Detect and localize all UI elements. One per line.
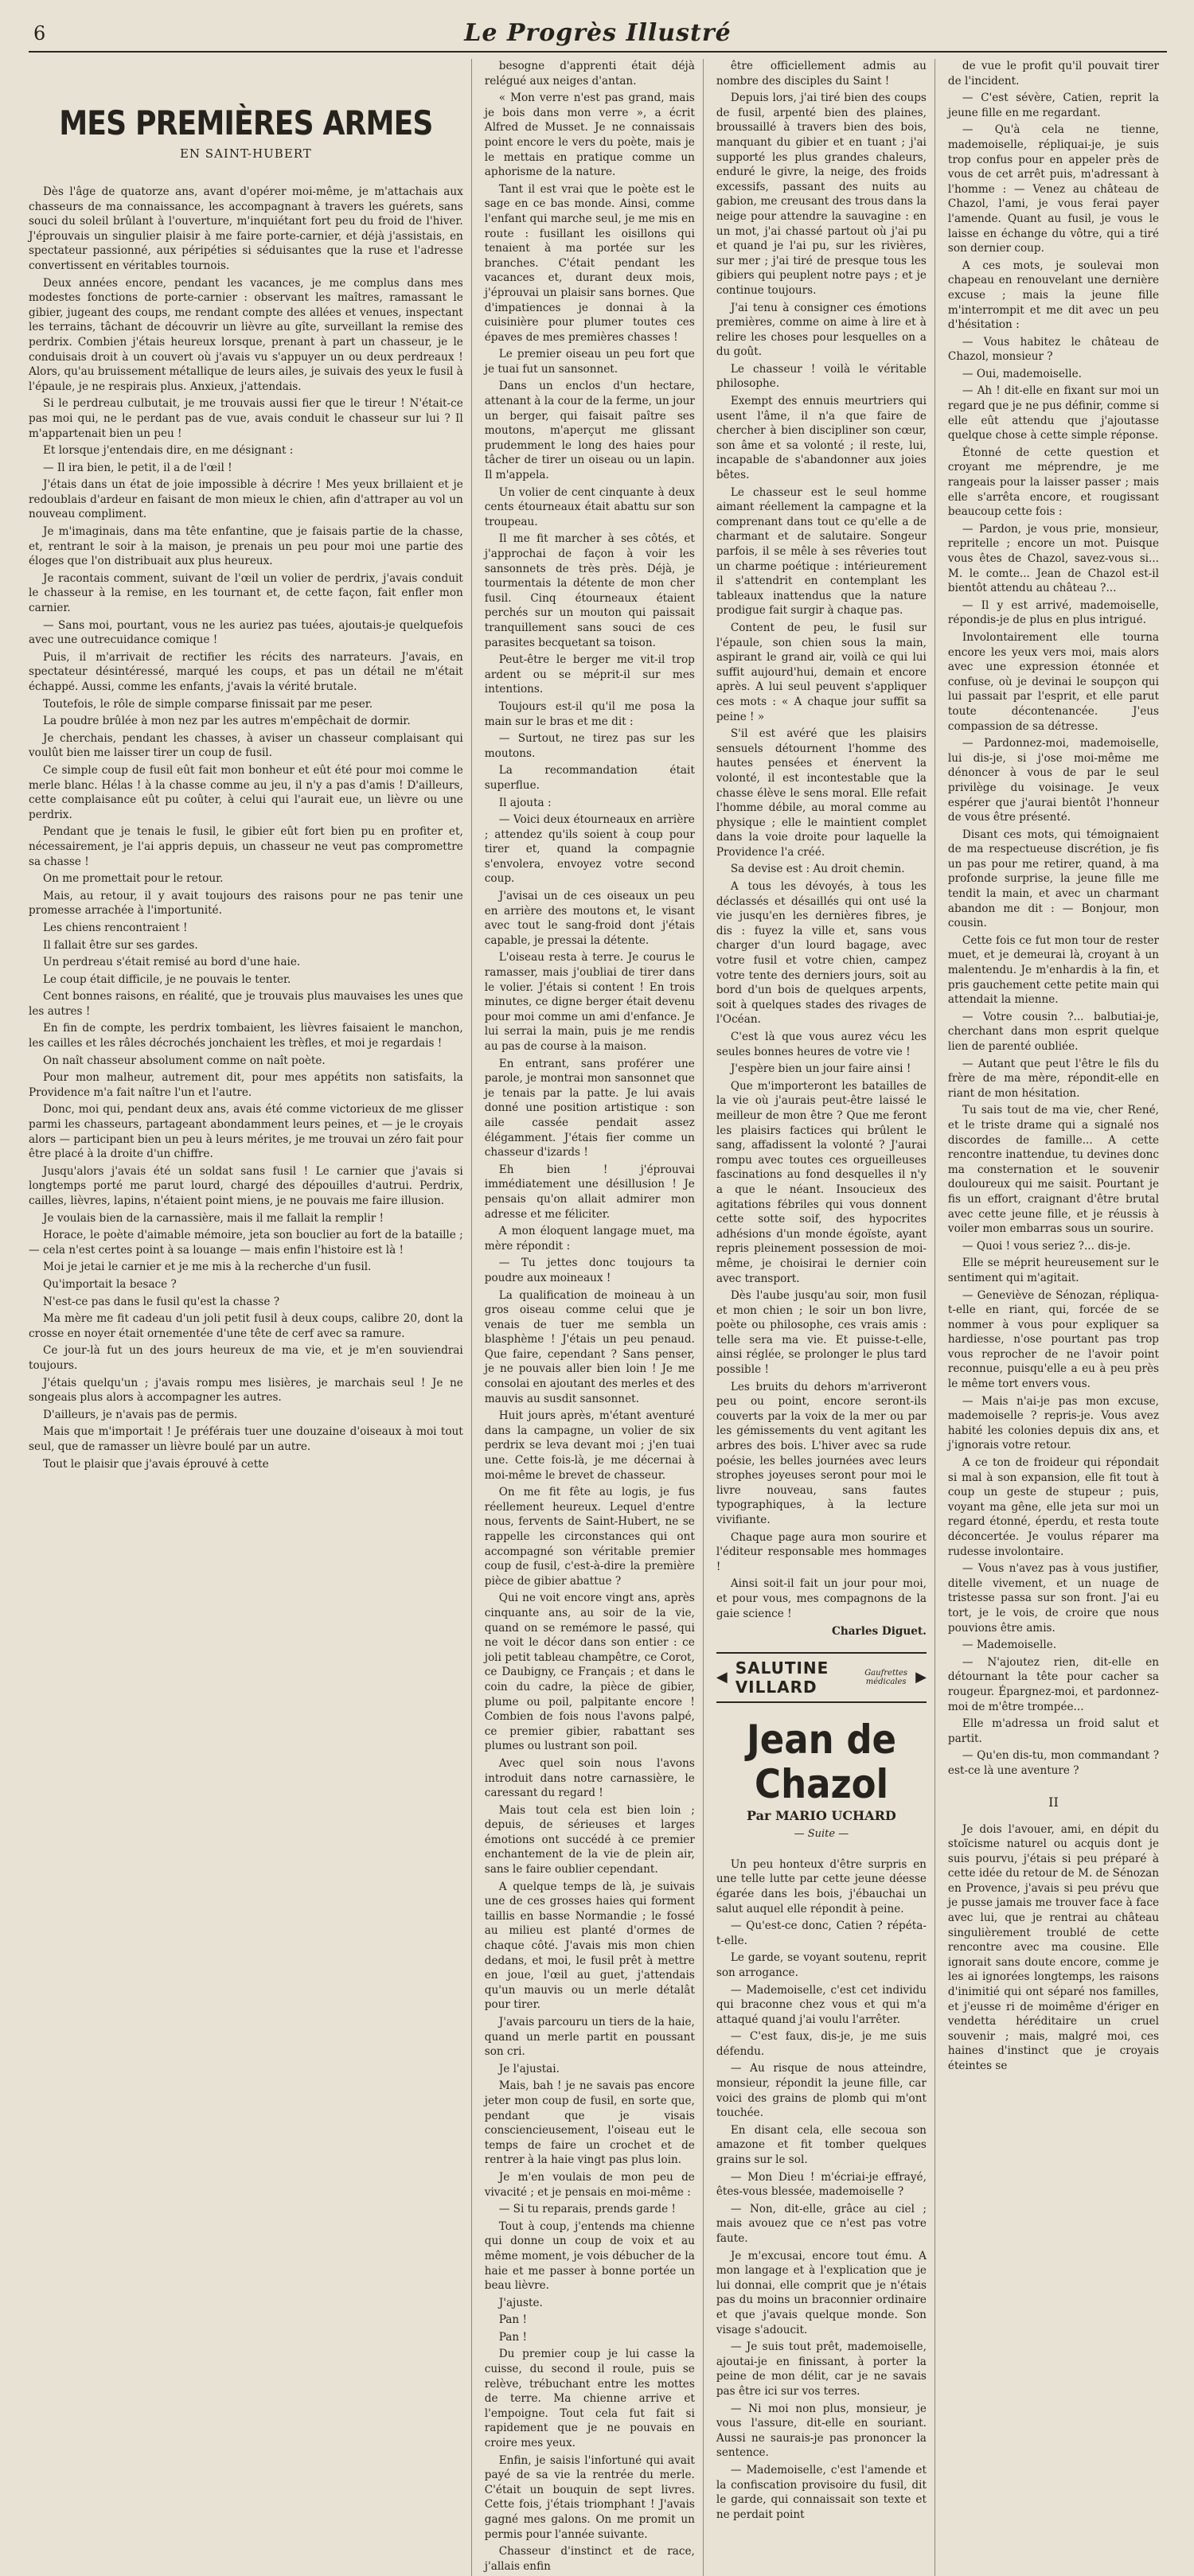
feuilleton-body-part-2: [948, 59, 1159, 1779]
chapter-numeral: II: [1048, 1794, 1059, 1810]
advertisement-name: SALUTINE VILLARD: [735, 1658, 829, 1697]
paragraph: — N'ajoutez rien, dit-elle en détournant la tête pour cacher sa rougeur. Épargnez-moi, et pardonnez-moi de m'être trompée...: [947, 1655, 1159, 1713]
paragraph: Si le perdreau culbutait, je me trouvais aussi fier que le tireur ! N'était-ce pas moi qui, ne le perdant pas de vue, avais conduit le chasseur sur lui ? Il m'appartenait bien un peu !: [29, 397, 463, 440]
paragraph: J'avisai un de ces oiseaux un peu en arrière des moutons et, le visant avec tout le sang-froid dont j'étais capable, je pressai la détente.: [484, 890, 695, 947]
paragraph: — Mon Dieu ! m'écriai-je effrayé, êtes-vous blessée, mademoiselle ?: [716, 2170, 927, 2199]
paragraph: Les chiens rencontraient !: [43, 921, 188, 934]
paragraph: Pour mon malheur, autrement dit, pour mes appétits non satisfaits, la Providence m'a fait naître l'un et l'autre.: [29, 1071, 463, 1099]
paragraph: Ma mère me fit cadeau d'un joli petit fusil à deux coups, calibre 20, dont la crosse en noyer était ornementée d'une tête de cerf avec sa ramure.: [29, 1312, 463, 1340]
columns: [29, 59, 1167, 2573]
paragraph: Tout le plaisir que j'avais éprouvé à cette: [43, 1457, 269, 1471]
paragraph: — Sans moi, pourtant, vous ne les auriez pas tuées, ajoutais-je quelquefois avec une outrecuidance comique !: [29, 618, 463, 647]
paragraph: Je cherchais, pendant les chasses, à aviser un chasseur complaisant qui voulût bien me laisser tirer un coup de fusil.: [29, 731, 463, 760]
paragraph: Je m'en voulais de mon peu de vivacité ; et je pensais en moi-même :: [484, 2170, 695, 2199]
paragraph: Je dois l'avouer, ami, en dépit du stoïcisme naturel ou acquis dont je suis pourvu, j'étais si peu préparé à cette idée du retour de M. de Sénozan en Provence, j'avais si peu prévu que je pusse jamais me trouver face à face avec lui, que je rentrai au château singulièrement troublé de cette rencontre avec ma cousine. Elle ignorait sans doute encore, comme je les ai ignorées longtemps, les raisons d'inimitié qui ont séparé nos familles, et j'eusse ri de moimême d'ériger en vendetta héréditaire un cruel souvenir ; mais, malgré moi, ces haines d'instinct que je croyais éteintes se: [947, 1822, 1159, 2072]
paragraph: Mais que m'importait ! Je préférais tuer une douzaine d'oiseaux à moi tout seul, que de ramasser un lièvre boulé par un autre.: [29, 1425, 463, 1453]
paragraph: A ces mots, je soulevai mon chapeau en renouvelant une dernière excuse ; mais la jeune fille m'interrompit et me dit avec un peu d'hésitation :: [947, 259, 1159, 332]
advertisement-banner: [716, 1652, 927, 1703]
paragraph: D'ailleurs, je n'avais pas de permis.: [43, 1408, 238, 1421]
paragraph: Cette fois ce fut mon tour de rester muet, et je demeurai là, croyant à un malentendu. Je m'enhardis à la fin, et pris gauchement cette petite main qui attendait la mienne.: [947, 933, 1159, 1007]
paragraph: Le coup était difficile, je ne pouvais le tenter.: [43, 972, 291, 986]
paragraph: Étonné de cette question et croyant me méprendre, je me rangeais pour la laisser passer ; mais elle s'arrêta encore, et rougissant beaucoup cette fois :: [947, 446, 1159, 519]
paragraph: En entrant, sans proférer une parole, je montrai mon sansonnet que je tenais par la patte. Je lui avais donné une position artistique : son aile cassée pendait assez élégamment. J'étais fier comme un chasseur d'izards !: [484, 1057, 695, 1159]
paragraph: — C'est sévère, Catien, reprit la jeune fille en me regardant.: [947, 92, 1159, 119]
paragraph: Dans un enclos d'un hectare, attenant à la cour de la ferme, un jour un berger, qui faisait paître ses moutons, m'aperçut me glissant prudemment le long des haies pour tâcher de tirer un oiseau ou un lapin. Il m'appela.: [484, 380, 695, 482]
paragraph: Peut-être le berger me vit-il trop ardent ou se méprit-il sur mes intentions.: [484, 653, 695, 696]
paragraph: Mais, bah ! je ne savais pas encore jeter mon coup de fusil, en sorte que, pendant que je visais consciencieusement, l'oiseau eut le temps de faire un crochet et de rentrer à la haie vingt pas plus loin.: [484, 2079, 695, 2167]
column-3: [716, 59, 935, 2576]
feuilleton-author: Par MARIO UCHARD: [746, 1807, 896, 1823]
paragraph: Qu'importait la besace ?: [43, 1277, 177, 1291]
paragraph: Puis, il m'arrivait de rectifier les récits des narrateurs. J'avais, en spectateur désintéressé, marqué les coups, et pas un détail ne m'était échappé. Aussi, comme les enfants, j'avais la vérité brutale.: [29, 650, 463, 693]
paragraph: — Voici deux étourneaux en arrière ; attendez qu'ils soient à coup pour tirer et, quand la compagnie s'envolera, envoyez votre second coup.: [484, 813, 695, 886]
paragraph: La poudre brûlée à mon nez par les autres m'empêchait de dormir.: [43, 715, 411, 728]
paragraph: — Mademoiselle, c'est l'amende et la confiscation provisoire du fusil, dit le garde, qui connaissait son texte et ne perdait point: [716, 2463, 927, 2521]
column-1: [29, 59, 472, 2576]
paragraph: Je m'imaginais, dans ma tête enfantine, que je faisais partie de la chasse, et, rentrant le soir à la maison, je prenais un peu pour moi une partie des éloges que l'on distribuait aux plus heureux.: [29, 525, 463, 568]
paragraph: besogne d'apprenti était déjà relégué aux neiges d'antan.: [484, 60, 695, 88]
paragraph: La recommandation était superflue.: [484, 764, 695, 792]
paragraph: être officiellement admis au nombre des disciples du Saint !: [716, 60, 927, 88]
paragraph: On me promettait pour le retour.: [43, 872, 224, 886]
paragraph: — Au risque de nous atteindre, monsieur, répondit la jeune fille, car voici des grains de plomb qui m'ont touchée.: [716, 2062, 927, 2120]
paragraph: Mais tout cela est bien loin ; depuis, de sérieuses et larges émotions ont succédé à ce premier enchantement de la vie de plein air, sans le faire oublier cependant.: [484, 1803, 695, 1876]
paragraph: Un peu honteux d'être surpris en une telle lutte par cette jeune déesse égarée dans les bois, j'ébauchai un salut auquel elle répondit à peine.: [716, 1857, 927, 1915]
paragraph: Que m'importeront les batailles de la vie où j'aurais peut-être laissé le meilleur de mon être ? Que me feront les plaisirs factices qui brûlent le sang, affadissent la volonté ? J'aurai rompu avec toutes ces orgueilleuses fascinations au fond desquelles il n'y a que le néant. Insoucieux des agitations fébriles qui vous donnent cette sotte soif, des hypocrites adhésions d'un monde égoïste, ayant repris pleinement possession de moi-même, je choisirai le dernier coin avec transport.: [716, 1079, 927, 1285]
paragraph: Dès l'âge de quatorze ans, avant d'opérer moi-même, je m'attachais aux chasseurs de ma connaissance, les accompagnant à travers les guérets, sans souci du soleil brûlant à l'ouverture, m'inquiétant fort peu du froid de l'hiver. J'éprouvais un singulier plaisir à me faire porte-carnier, et déjà j'assistais, en spectateur passionné, aux péripéties si séduisantes que la ruse et l'adresse convertissent en véritables tournois.: [29, 185, 463, 272]
paragraph: Huit jours après, m'étant aventuré dans la campagne, un volier de six perdrix se leva devant moi ; j'en tuai une. Cette fois-là, je me décernai à moi-même le brevet de chasseur.: [484, 1409, 695, 1482]
paragraph: — Il ira bien, le petit, il a de l'œil !: [43, 461, 232, 474]
article-title: MES PREMIÈRES ARMES: [59, 103, 433, 142]
paragraph: — Ah ! dit-elle en fixant sur moi un regard que je ne pus définir, comme si elle eût attendu que j'ajoutasse quelque chose à cette simple réponse.: [947, 384, 1159, 442]
advertisement-tagline-line-2: médicales: [865, 1677, 907, 1686]
paragraph: J'étais dans un état de joie impossible à décrire ! Mes yeux brillaient et je redoublais d'ardeur en faisant de mon mieux le chien, afin d'attraper au vol un nouveau compliment.: [29, 478, 463, 521]
paragraph: Il ajouta :: [498, 796, 552, 809]
article-body-part-2: [485, 59, 695, 2574]
paragraph: Elle m'adressa un froid salut et partit.: [947, 1717, 1159, 1745]
paragraph: Il fallait être sur ses gardes.: [43, 938, 198, 952]
paragraph: L'oiseau resta à terre. Je courus le ramasser, mais j'oubliai de tirer dans le volier. J'étais si content ! En trois minutes, ce digne berger était devenu pour moi comme un ami d'enfance. Je lui serrai la main, puis je me rendis au pas de course à la maison.: [484, 951, 695, 1053]
paragraph: — Je suis tout prêt, mademoiselle, ajoutai-je en finissant, à porter la peine de mon délit, car je ne savais pas être ici sur vos terres.: [716, 2340, 927, 2398]
paragraph: — Qu'est-ce donc, Catien ? répéta-t-elle.: [716, 1919, 927, 1947]
paragraph: J'ai tenu à consigner ces émotions premières, comme on aime à lire et à relire les choses pour lesquelles on a du goût.: [716, 301, 927, 359]
advertisement-tagline-line-1: Gaufrettes: [864, 1668, 908, 1678]
paragraph: On me fit fête au logis, je fus réellement heureux. Lequel d'entre nous, fervents de Saint-Hubert, ne se rappelle les circonstances qui ont accompagné son véritable premier coup de fusil, c'est-à-dire la première pièce de gibier abattue ?: [484, 1486, 695, 1588]
paragraph: Je voulais bien de la carnassière, mais il me fallait la remplir !: [43, 1211, 384, 1225]
advertisement-tagline: [864, 1669, 907, 1686]
paragraph: Tant il est vrai que le poète est le sage en ce bas monde. Ainsi, comme l'enfant qui marche seul, je me mis en route : fusillant les oisillons qui tenaient à ma portée sur les branches. C'était pendant les vacances et, durant deux mois, j'éprouvai un plaisir sans bornes. Que d'impatiences je donnai à la cuisinière pour plumer toutes ces épaves de mes premières chasses !: [484, 182, 695, 344]
feuilleton-body-part-1: [716, 1857, 927, 2523]
paragraph: Donc, moi qui, pendant deux ans, avais été comme victorieux de me glisser parmi les chasseurs, partageant abondamment leurs peines, et — je le croyais alors — participant bien un peu à leurs mérites, je me trouvai un zéro fait pour être placé à la droite d'un chiffre.: [29, 1103, 463, 1161]
paragraph: — Votre cousin ?... balbutiai-je, cherchant dans mon esprit quelque lien de parenté oubliée.: [947, 1010, 1159, 1053]
paragraph: — Autant que peut l'être le fils du frère de ma mère, répondit-elle en riant de mon hésitation.: [947, 1057, 1159, 1100]
paragraph: — Pardon, je vous prie, monsieur, repritelle ; encore un mot. Puisque vous êtes de Chazol, savez-vous si... M. le comte... Jean de Chazol est-il bientôt attendu au château ?...: [947, 522, 1159, 595]
article-signature: Charles Diguet.: [832, 1625, 927, 1639]
paragraph: J'ajuste.: [498, 2296, 543, 2309]
article-body-part-1: [29, 185, 463, 1471]
paragraph: Moi je jetai le carnier et je me mis à la recherche d'un fusil.: [43, 1261, 372, 1274]
paragraph: La qualification de moineau à un gros oiseau comme celui que je venais de tuer me sembla un blasphème ! J'étais un peu penaud. Que faire, cependant ? Sans penser, je ne pouvais aller bien loin ! Je me consolai en ajoutant des merles et des mauvis au susdit sansonnet.: [484, 1288, 695, 1405]
paragraph: Tout à coup, j'entends ma chienne qui donne un coup de voix et au même moment, je vois débucher de la haie et me passer à bonne portée un beau lièvre.: [484, 2219, 695, 2293]
paragraph: Mais, au retour, il y avait toujours des raisons pour ne pas tenir une promesse arrachée à l'importunité.: [29, 889, 463, 918]
paragraph: Horace, le poète d'aimable mémoire, jeta son bouclier au fort de la bataille ; — cela n'est certes point à sa louange — mais enfin l'histoire est là !: [29, 1229, 463, 1257]
article-body-part-3: [716, 59, 927, 1621]
paragraph: de vue le profit qu'il pouvait tirer de l'incident.: [947, 60, 1159, 88]
paragraph: Exempt des ennuis meurtriers qui usent l'âme, il n'a que faire de chercher à bien discipliner son cœur, son âme et sa volonté ; il reste, lui, incapable de s'abandonner aux joies bêtes.: [716, 395, 927, 482]
paragraph: Pendant que je tenais le fusil, le gibier eût fort bien pu en profiter et, nécessairement, je l'ai appris depuis, un chasseur ne veut pas compromettre sa chasse !: [29, 825, 463, 868]
paragraph: Du premier coup je lui casse la cuisse, du second il roule, puis se relève, trébuchant entre les mottes de terre. Ma chienne arrive et l'empoigne. Tout cela fut fait si rapidement que je ne pouvais en croire mes yeux.: [484, 2348, 695, 2450]
paragraph: — Oui, mademoiselle.: [962, 367, 1082, 380]
paragraph: Les bruits du dehors m'arriveront peu ou point, encore seront-ils couverts par la voix de la mer ou par les gémissements du vent agitant les arbres des bois. L'hiver avec sa rude poésie, les belles journées avec leurs strophes joyeuses seront pour moi le livre nouveau, sans fautes typographiques, à la lecture vivifiante.: [716, 1380, 927, 1526]
paragraph: — Vous n'avez pas à vous justifier, ditelle vivement, et un nuage de tristesse passa sur son front. J'ai eu tort, je le vois, de croire que nous pouvions être amis.: [947, 1562, 1159, 1635]
paragraph: — Il y est arrivé, mademoiselle, répondis-je de plus en plus intrigué.: [947, 598, 1159, 627]
paragraph: — Qu'à cela ne tienne, mademoiselle, répliquai-je, je suis trop confus pour en appeler près de vous de cet arrêt puis, m'adressant à l'homme : — Venez au château de Chazol, l'ami, je vous ferai payer l'amende. Quant au fusil, je vous le laisse en échange du vôtre, qui a tiré son dernier coup.: [947, 123, 1159, 255]
right-arrow-icon: ▶: [915, 1669, 927, 1686]
paragraph: — Non, dit-elle, grâce au ciel ; mais avouez que ce n'est pas votre faute.: [716, 2202, 927, 2245]
column-2: [485, 59, 704, 2576]
paragraph: Enfin, je saisis l'infortuné qui avait payé de sa vie la rentrée du merle. C'était un bouquin de sept livres. Cette fois, j'étais triomphant ! J'avais gagné mes galons. On me promit un permis pour l'année suivante.: [484, 2453, 695, 2541]
paragraph: — Mais n'ai-je pas mon excuse, mademoiselle ? repris-je. Vous avez habité les colonies depuis dix ans, et j'ignorais votre retour.: [947, 1394, 1159, 1452]
page-number: 6: [33, 22, 46, 45]
paragraph: En fin de compte, les perdrix tombaient, les lièvres faisaient le manchon, les cailles et les râles décrochés jonchaient les trèfles, et moi je regardais !: [29, 1022, 463, 1050]
paragraph: J'étais quelqu'un ; j'avais rompu mes lisières, je marchais seul ! Je ne songeais plus alors à accompagner les autres.: [29, 1376, 463, 1405]
feuilleton-suite-label: — Suite —: [794, 1827, 849, 1840]
paragraph: « Mon verre n'est pas grand, mais je bois dans mon verre », a écrit Alfred de Musset. Je ne connaissais point encore le vers du poète, mais je le mettais en pratique comme un aphorisme de la nature.: [484, 92, 695, 179]
paragraph: — Si tu reparais, prends garde !: [498, 2203, 676, 2216]
paragraph: Je l'ajustai.: [498, 2062, 560, 2075]
paragraph: Content de peu, le fusil sur l'épaule, son chien sous la main, aspirant le grand air, voilà ce qui lui suffit aujourd'hui, demain et encore après. A lui seul peuvent s'appliquer ces mots : « A chaque jour suffit sa peine ! »: [716, 621, 927, 723]
paragraph: Un perdreau s'était remisé au bord d'une haie.: [43, 956, 301, 969]
paragraph: Jusqu'alors j'avais été un soldat sans fusil ! Le carnier que j'avais si longtemps porté me parut lourd, chargé des dépouilles d'autrui. Perdrix, cailles, lièvres, lapins, n'étaient point miens, je ne pouvais me faire illusion.: [29, 1164, 463, 1207]
paragraph: Qui ne voit encore vingt ans, après cinquante ans, au soir de la vie, quand on se remémore le passé, qui ne voit le décor dans son entier : ce joli petit tableau champêtre, ce Corot, ce Daubigny, ce Français ; et dans le coin du cadre, la pièce de gibier, plume ou poil, palpitante encore ! Combien de fois nous l'avons palpé, ce premier gibier, rabattant ses plumes ou lustrant son poil.: [484, 1592, 695, 1753]
paragraph: Eh bien ! j'éprouvai immédiatement une désillusion ! Je pensais qu'on allait admirer mon adresse et me féliciter.: [484, 1163, 695, 1221]
journal-title: Le Progrès Illustré: [464, 19, 732, 47]
paragraph: — C'est faux, dis-je, je me suis défendu.: [716, 2030, 927, 2058]
paragraph: — Qu'en dis-tu, mon commandant ? est-ce là une aventure ?: [947, 1749, 1159, 1777]
paragraph: En disant cela, elle secoua son amazone et fit tomber quelques grains sur le sol.: [716, 2123, 927, 2167]
paragraph: Cent bonnes raisons, en réalité, que je trouvais plus mauvaises les unes que les autres !: [29, 990, 463, 1018]
column-4: [948, 59, 1167, 2576]
paragraph: — Vous habitez le château de Chazol, monsieur ?: [947, 335, 1159, 364]
left-arrow-icon: ◀: [716, 1669, 728, 1686]
paragraph: A quelque temps de là, je suivais une de ces grosses haies qui forment taillis en basse Normandie ; le fossé au milieu est planté d'ormes de chaque côté. J'avais mis mon chien dedans, et moi, le fusil prêt à mettre en joue, l'œil au guet, j'attendais qu'un mauvis ou un merle détalât pour tirer.: [484, 1880, 695, 2012]
paragraph: Ainsi soit-il fait un jour pour moi, et pour vous, mes compagnons de la gaie science !: [716, 1577, 927, 1620]
paragraph: — Surtout, ne tirez pas sur les moutons.: [484, 732, 695, 760]
paragraph: Je m'excusai, encore tout ému. A mon langage et à l'explication que je lui donnai, elle comprit que je n'étais pas du moins un braconnier ordinaire et que j'avais quelque monde. Son visage s'adoucit.: [716, 2249, 927, 2336]
paragraph: Le chasseur ! voilà le véritable philosophe.: [716, 362, 927, 391]
paragraph: Avec quel soin nous l'avons introduit dans notre carnassière, le caressant du regard !: [484, 1756, 695, 1800]
paragraph: — Pardonnez-moi, mademoiselle, lui dis-je, si j'ose moi-même me dénoncer à vous de par le seul privilège du voisinage. Je veux espérer que j'aurai bientôt l'honneur de vous être présenté.: [947, 737, 1159, 824]
paragraph: Tu sais tout de ma vie, cher René, et le triste drame qui a signalé nos discordes de famille... A cette rencontre inattendue, tu devines donc ma consternation et le souvenir douloureux qui me saisit. Pourtant je fis un effort, craignant d'être brutal avec cette jeune fille, et je réussis à voiler mon embarras sous un sourire.: [947, 1104, 1159, 1236]
paragraph: Il me fit marcher à ses côtés, et j'approchai de façon à voir les sansonnets de très près. Déjà, je tourmentais la détente de mon cher fusil. Cinq étourneaux étaient perchés sur un mouton qui paissait tranquillement sans souci de ces parasites becquetant sa toison.: [484, 532, 695, 649]
paragraph: — Tu jettes donc toujours ta poudre aux moineaux !: [484, 1257, 695, 1284]
paragraph: Disant ces mots, qui témoignaient de ma respectueuse discrétion, je fis un pas pour me retirer, quand, à ma profonde surprise, la jeune fille me tendit la main, et avec un charmant abandon me dit : — Bonjour, mon cousin.: [947, 828, 1159, 930]
paragraph: On naît chasseur absolument comme on naît poète.: [43, 1054, 326, 1067]
paragraph: Ce simple coup de fusil eût fait mon bonheur et eût été pour moi comme le merle blanc. Hélas ! à la chasse comme au jeu, il n'y a pas d'amis ! D'ailleurs, cette complaisance eût pu coûter, à celui qui l'aurait eue, un lièvre ou une perdrix.: [29, 763, 463, 821]
paragraph: Le premier oiseau un peu fort que je tuai fut un sansonnet.: [484, 348, 695, 376]
paragraph: Le chasseur est le seul homme aimant réellement la campagne et la comprenant dans tout ce qu'elle a de charmant et de salutaire. Songeur parfois, il se mêle à ses rêveries tout un charme poétique : intérieurement il s'attendrit en contemplant les tableaux inattendus que la nature prodigue fait surgir à chaque pas.: [716, 485, 927, 618]
paragraph: — Mademoiselle, c'est cet individu qui braconne chez vous et qui m'a attaqué quand j'ai voulu l'arrêter.: [716, 1983, 927, 2026]
masthead: [29, 18, 1167, 53]
paragraph: Pan !: [498, 2330, 527, 2344]
paragraph: Depuis lors, j'ai tiré bien des coups de fusil, arpenté bien des plaines, broussaillé à travers bien des bois, manquant du gibier et en tuant ; j'ai supporté les plus grandes chaleurs, enduré le givre, la neige, des froids excessifs, passant des nuits au gabion, me creusant des trous dans la neige pour attendre la sauvagine : en un mot, j'ai chassé partout où j'ai pu et quand je l'ai pu, sur les rivières, sur mer ; j'ai tiré de presque tous les gibiers qui peuplent notre pays ; et je continue toujours.: [716, 92, 927, 297]
paragraph: J'avais parcouru un tiers de la haie, quand un merle partit en poussant son cri.: [484, 2016, 695, 2059]
paragraph: Sa devise est : Au droit chemin.: [730, 863, 905, 876]
paragraph: — Quoi ! vous seriez ?... dis-je.: [962, 1239, 1131, 1253]
paragraph: Involontairement elle tourna encore les yeux vers moi, mais alors avec une expression étonnée et confuse, où je devinai le soupçon qui lui passait par l'esprit, et elle parut toute décontenancée. J'eus compassion de sa détresse.: [947, 630, 1159, 733]
paragraph: — Mademoiselle.: [962, 1639, 1057, 1652]
paragraph: Et lorsque j'entendais dire, en me désignant :: [43, 444, 294, 458]
paragraph: Dès l'aube jusqu'au soir, mon fusil et mon chien ; le soir un bon livre, poète ou philosophe, ces vrais amis : telle sera ma vie. Et puisse-t-elle, ainsi réglée, se prolonger le plus tard possible !: [716, 1289, 927, 1377]
paragraph: Deux années encore, pendant les vacances, je me complus dans mes modestes fonctions de porte-carnier : observant les maîtres, ramassant le gibier, jugeant des coups, me rendant compte des allées et venues, inspectant les terrains, tâchant de découvrir un lièvre au gîte, surveillant la remise des perdrix. Combien j'étais heureux lorsque, prenant à part un chasseur, je le conduisais droit à un couvert où j'avais vu s'appuyer un ou deux perdreaux ! Alors, qu'au bruissement métallique de leurs ailes, je suivais des yeux le fusil à l'épaule, je ne respirais plus. Anxieux, j'attendais.: [29, 276, 463, 393]
paragraph: Ce jour-là fut un des jours heureux de ma vie, et je m'en souviendrai toujours.: [29, 1344, 463, 1372]
feuilleton-body-part-3: [948, 1822, 1159, 2074]
paragraph: J'espère bien un jour faire ainsi !: [730, 1062, 911, 1076]
paragraph: Pan !: [498, 2313, 527, 2327]
paragraph: A mon éloquent langage muet, ma mère répondit :: [484, 1225, 695, 1253]
paragraph: Elle se méprit heureusement sur le sentiment qui m'agitait.: [947, 1257, 1159, 1284]
paragraph: Un volier de cent cinquante à deux cents étourneaux était abattu sur son troupeau.: [484, 485, 695, 528]
paragraph: Toujours est-il qu'il me posa la main sur le bras et me dit :: [484, 700, 695, 728]
article-subtitle: EN SAINT-HUBERT: [179, 146, 312, 161]
paragraph: C'est là que vous aurez vécu les seules bonnes heures de votre vie !: [716, 1031, 927, 1058]
paragraph: — Geneviève de Sénozan, répliqua-t-elle en riant, qui, forcée de se nommer à vous pour expliquer sa hardiesse, n'ose pourtant pas trop vous reprocher de ne l'avoir point reconnue, puisqu'elle a eu à peu près le même tort envers vous.: [947, 1288, 1159, 1391]
feuilleton-title: Jean de Chazol: [746, 1716, 896, 1807]
paragraph: S'il est avéré que les plaisirs sensuels détournent l'homme des hautes pensées et énervent la volonté, il est incontestable que la chasse élève le sens moral. Elle refait l'homme débile, au moral comme au physique ; elle le maintient complet dans la voie droite pour laquelle la Providence l'a créé.: [716, 727, 927, 859]
paragraph: Chasseur d'instinct et de race, j'allais enfin: [484, 2545, 695, 2573]
paragraph: Je racontais comment, suivant de l'œil un volier de perdrix, j'avais conduit le chasseur à la remise, en les tournant et, de cette façon, fait enfler mon carnier.: [29, 571, 463, 615]
paragraph: Le garde, se voyant soutenu, reprit son arrogance.: [716, 1951, 927, 1979]
paragraph: Chaque page aura mon sourire et l'éditeur responsable mes hommages !: [716, 1530, 927, 1573]
paragraph: N'est-ce pas dans le fusil qu'est la chasse ?: [43, 1295, 279, 1308]
paragraph: — Ni moi non plus, monsieur, je vous l'assure, dit-elle en souriant. Aussi ne saurais-je pas prononcer la sentence.: [716, 2402, 927, 2460]
paragraph: A tous les dévoyés, à tous les déclassés et désaillés qui ont usé la vie jusqu'en les dernières fibres, je dis : fuyez la ville et, sans vous charger d'un lourd bagage, avec votre fusil et votre chien, campez votre tente des derniers jours, soit au bord d'un bois de quelques arpents, soit à quelques stades des rivages de l'Océan.: [716, 880, 927, 1027]
paragraph: A ce ton de froideur qui répondait si mal à son expansion, elle fit tout à coup un geste de stupeur ; puis, voyant ma gêne, elle jeta sur moi un regard étonné, éperdu, et resta toute déconcertée. Je voulus réparer ma rudesse involontaire.: [947, 1456, 1159, 1558]
paragraph: Toutefois, le rôle de simple comparse finissait par me peser.: [43, 697, 373, 711]
